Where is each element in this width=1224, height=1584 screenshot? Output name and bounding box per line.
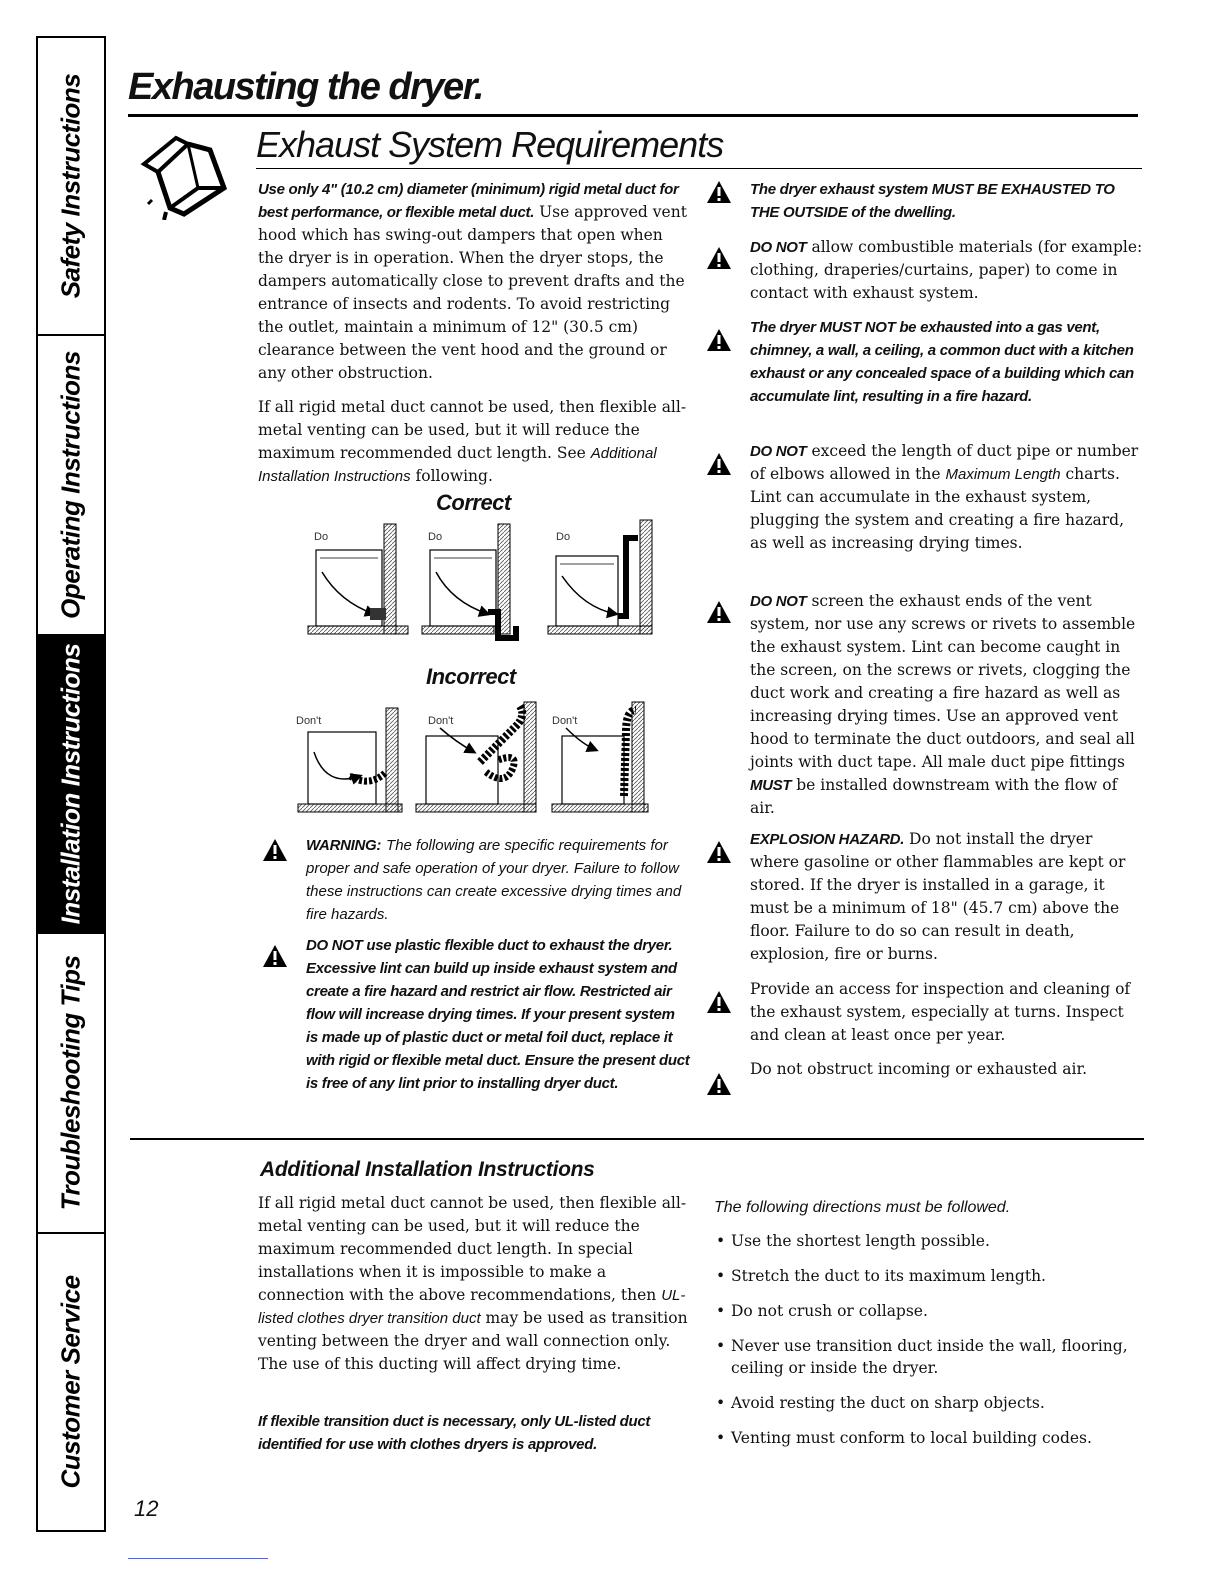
correct-figure-3 (548, 520, 652, 634)
warning-explosion-hazard: EXPLOSION HAZARD. Do not install the dryer where gasoline or other flammables are kept or stored. If the dryer is installed in a garage, it must be a minimum of 18" (45.7 cm) above the floor. Failure to do so can result in death, explosion, fire or burns. (750, 830, 1126, 963)
correct-diagrams (300, 516, 660, 650)
warning-combustible: DO NOT allow combustible materials (for example: clothing, draperies/curtains, paper) to come in contact with exhaust system. (750, 238, 1143, 302)
incorrect-figure-3 (552, 702, 648, 812)
warning-general: WARNING: The following are specific requirements for proper and safe operation of your dryer. Failure to follow these instructions can create excessive drying times and fire hazards. (306, 837, 682, 923)
warning-triangle-icon (706, 1072, 732, 1096)
duct-elbow-icon (136, 128, 236, 220)
footer-line (128, 1558, 268, 1559)
warning-triangle-icon (706, 452, 732, 476)
warning-obstruct-air: Do not obstruct incoming or exhausted air. (750, 1060, 1088, 1078)
section-heading: Exhaust System Requirements (256, 124, 724, 165)
warning-triangle-icon (706, 840, 732, 864)
correct-label: Correct (436, 490, 511, 515)
warning-inspection: Provide an access for inspection and cleaning of the exhaust system, especially at turns. Inspect and clean at least once per year. (750, 980, 1131, 1044)
tab-customer-service[interactable]: Customer Service (55, 1275, 86, 1489)
list-item: • Avoid resting the duct on sharp objects. (716, 1392, 1156, 1414)
svg-text:Don't: Don't (296, 715, 322, 727)
svg-text:Do: Do (428, 531, 443, 543)
incorrect-figure-1 (296, 708, 402, 812)
tab-troubleshooting-tips[interactable]: Troubleshooting Tips (38, 934, 104, 1234)
directions-lead: The following directions must be followed. (714, 1199, 1011, 1216)
additional-bold-note: If flexible transition duct is necessary, only UL-listed duct identified for use with clothes dryers is approved. (258, 1413, 651, 1453)
warning-triangle-icon (706, 328, 732, 352)
warning-gas-vent: The dryer MUST NOT be exhausted into a gas vent, chimney, a wall, a ceiling, a common duct with a kitchen exhaust or any concealed space of a building which can accumulate lint, resulting in a fire hazard. (750, 319, 1134, 405)
warning-triangle-icon (262, 838, 288, 862)
flexible-duct-paragraph: If all rigid metal duct cannot be used, then flexible all-metal venting can be used, but it will reduce the maximum recommended duct length. See Additional Installation Instructions following. (258, 398, 687, 485)
tab-installation-instructions[interactable]: Installation Instructions (38, 636, 104, 934)
page-title: Exhausting the dryer. (128, 66, 483, 108)
incorrect-diagrams (290, 692, 660, 818)
warning-screen-ends: DO NOT screen the exhaust ends of the vent system, nor use any screws or rivets to assemble the exhaust system. Lint can become caught in the screen, on the screws or rivets, clogging the duct work and creating a fire hazard as well as increasing drying times. Use an approved vent hood to terminate the duct outdoors, and seal all joints with duct tape. All male duct pipe fittings MUST be installed downstream with the flow of air. (750, 592, 1136, 817)
warning-plastic-duct: DO NOT use plastic flexible duct to exhaust the dryer. Excessive lint can build up inside exhaust system and create a fire hazard and restrict air flow. Restricted air flow will increase drying times. If your present system is made up of plastic duct or metal foil duct, replace it with rigid or flexible metal duct. Ensure the present duct is free of any lint prior to installing dryer duct. (306, 937, 690, 1092)
additional-paragraph: If all rigid metal duct cannot be used, then flexible all-metal venting can be used, but it will reduce the maximum recommended duct length. In special installations when it is impossible to make a connection with the above recommendations, then UL-listed clothes dryer transition duct may be used as transition venting between the dryer and wall connection only. The use of this ducting will affect drying time. (258, 1194, 688, 1373)
title-rule (128, 114, 1138, 117)
svg-text:Don't: Don't (552, 715, 578, 727)
side-tab-bar (36, 36, 106, 1532)
svg-text:Don't: Don't (428, 715, 454, 727)
directions-list (716, 1230, 1156, 1462)
warning-triangle-icon (706, 246, 732, 270)
warning-triangle-icon (706, 600, 732, 624)
warning-triangle-icon (262, 944, 288, 968)
svg-text:Do: Do (314, 531, 329, 543)
additional-rule (130, 1138, 1144, 1140)
list-item: • Do not crush or collapse. (716, 1300, 1156, 1322)
warning-triangle-icon (706, 990, 732, 1014)
list-item: • Use the shortest length possible. (716, 1230, 1156, 1252)
incorrect-figure-2 (416, 702, 536, 812)
warning-exhaust-outside: The dryer exhaust system MUST BE EXHAUSTED TO THE OUTSIDE of the dwelling. (750, 181, 1115, 221)
tab-safety-instructions[interactable]: Safety Instructions (38, 38, 104, 336)
list-item: • Venting must conform to local building codes. (716, 1427, 1156, 1449)
correct-figure-2 (422, 524, 516, 638)
list-item: • Stretch the duct to its maximum length. (716, 1265, 1156, 1287)
intro-paragraph: Use only 4" (10.2 cm) diameter (minimum) rigid metal duct for best performance, or flexible metal duct. Use approved vent hood which has swing-out dampers that open when the dryer is in operation. When the dryer stops, the dampers automatically close to prevent drafts and the entrance of insects and rodents. To avoid restricting the outlet, maintain a minimum of 12" (30.5 cm) clearance between the vent hood and the ground or any other obstruction. (258, 181, 687, 382)
incorrect-label: Incorrect (426, 664, 516, 689)
warning-triangle-icon (706, 180, 732, 204)
section-rule (256, 168, 1142, 169)
list-item: • Never use transition duct inside the wall, flooring, ceiling or inside the dryer. (716, 1335, 1156, 1379)
warning-duct-length: DO NOT exceed the length of duct pipe or number of elbows allowed in the Maximum Length charts. Lint can accumulate in the exhaust system, plugging the system and creating a fire hazard, as well as increasing drying times. (750, 442, 1139, 552)
svg-text:Do: Do (556, 531, 571, 543)
tab-operating-instructions[interactable]: Operating Instructions (38, 336, 104, 636)
correct-figure-1 (308, 524, 408, 634)
additional-heading: Additional Installation Instructions (260, 1158, 595, 1181)
page-number: 12 (134, 1496, 159, 1521)
